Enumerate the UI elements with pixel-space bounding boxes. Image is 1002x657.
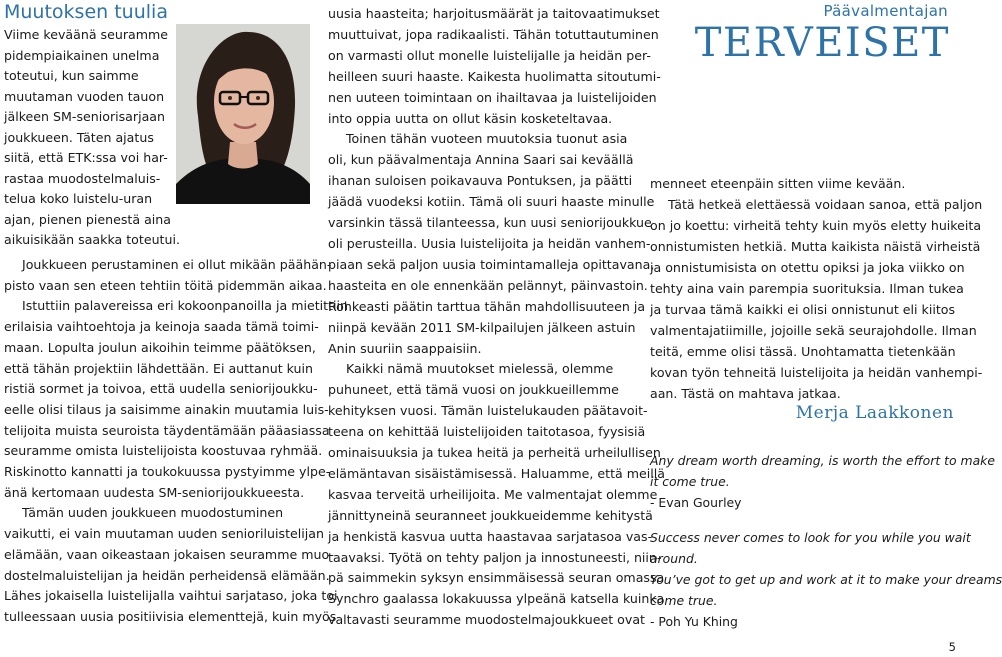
body-line: tehty aina vain parempia suorituksia. Ilman tukea bbox=[650, 281, 964, 296]
article-body-col3 bbox=[650, 173, 983, 404]
article-title: Muutoksen tuulia bbox=[4, 1, 168, 23]
intro-line: Viime keväänä seuramme bbox=[4, 27, 169, 42]
body-line: heilleen suuri haaste. Kaikesta huolimatta sitoutumi- bbox=[328, 68, 661, 84]
body-line: Rohkeasti päätin tarttua tähän mahdollisuuteen ja bbox=[328, 298, 646, 314]
body-line: nen uuteen toimintaan on ihailtavaa ja luistelijoiden bbox=[328, 89, 657, 105]
body-line: tulleessaan uusia positiivisia elementtejä, kuin myös bbox=[4, 608, 337, 624]
quote-line: come true. bbox=[650, 593, 718, 608]
page-number: 5 bbox=[948, 640, 956, 654]
body-line: pä saimmekin syksyn ensimmäisessä seuran omassa bbox=[328, 570, 665, 586]
author-signature: Merja Laakkonen bbox=[795, 403, 954, 423]
quote-line: it come true. bbox=[650, 474, 730, 489]
body-line: on jo koettu: virheitä tehty kuin myös eletty huikeita bbox=[650, 218, 982, 233]
body-line: kovan työn tehneitä luistelijoita ja heidän vanhempi- bbox=[650, 365, 983, 380]
body-line: telijoita muista seuroista täydentämään pääasiassa bbox=[4, 422, 330, 438]
body-line: Toinen tähän vuoteen muutoksia tuonut asia bbox=[346, 131, 628, 147]
body-line: Istuttiin palavereissa eri kokoonpanoilla ja mietittiin bbox=[22, 298, 349, 314]
body-line: niinpä kevään 2011 SM-kilpailujen jälkeen astuin bbox=[328, 319, 636, 335]
intro-line: jälkeen SM-seniorisarjaan bbox=[4, 109, 165, 124]
body-line: änä kertomaan uudesta SM-seniorijoukkueesta. bbox=[4, 484, 305, 500]
intro-line: ajan, pienen pienestä aina bbox=[4, 211, 171, 227]
body-line: Tätä hetkeä elettäessä voidaan sanoa, että paljon bbox=[668, 197, 983, 212]
body-line: puhuneet, että tämä vuosi on joukkueillemme bbox=[328, 382, 619, 398]
intro-line: siitä, että ETK:ssa voi har- bbox=[4, 150, 168, 165]
body-line: Riskinotto kannatti ja toukokuussa pystyimme ylpe- bbox=[4, 464, 331, 480]
portrait-image bbox=[176, 24, 310, 204]
intro-line: pidempiaikainen unelma bbox=[4, 47, 160, 63]
body-line: ominaisuuksia ja tukea heitä ja perheitä urheilullisen bbox=[328, 445, 661, 461]
body-line: uusia haasteita; harjoitusmäärät ja taitovaatimukset bbox=[328, 6, 660, 21]
body-line: seuramme omista luistelijoista koostuvaa ryhmää. bbox=[4, 443, 323, 459]
body-line: elämäntavan sisäistämisessä. Haluamme, että meillä bbox=[328, 465, 665, 481]
body-line: ja onnistumisista on otettu opiksi ja joka viikko on bbox=[650, 260, 965, 275]
quote-line: Any dream worth dreaming, is worth the effort to make bbox=[650, 453, 995, 468]
body-line: Anin suuriin saappaisiin. bbox=[328, 340, 482, 356]
body-line: jäädä vuodeksi kotiin. Tämä oli suuri haaste minulle bbox=[328, 194, 655, 210]
body-line: menneet eteenpäin sitten viime kevään. bbox=[650, 176, 906, 191]
body-line: maan. Lopulta joulun aikoihin teimme päätöksen, bbox=[4, 339, 316, 355]
body-line: oli, kun päävalmentaja Annina Saari sai keväällä bbox=[328, 152, 634, 168]
intro-line: toteutui, kun saimme bbox=[4, 68, 139, 83]
body-line: pisto vaan sen eteen tehtiin töitä pidemmän aikaa. bbox=[4, 277, 327, 293]
article-intro bbox=[4, 25, 180, 251]
body-line: ristiä sormet ja toivoa, että uudella seniorijoukku- bbox=[4, 381, 318, 397]
intro-line: rastaa muodostelmaluis- bbox=[4, 170, 161, 186]
body-line: että tähän projektiin lähdettään. Ei auttanut kuin bbox=[4, 360, 314, 376]
intro-line: telua koko luistelu-uran bbox=[4, 191, 153, 206]
body-line: eelle olisi tilaus ja saisimme ainakin muutamia luis- bbox=[4, 401, 329, 417]
quote-line: Success never comes to look for you while you wait bbox=[650, 530, 971, 545]
intro-line: joukkueen. Täten ajatus bbox=[4, 129, 154, 145]
body-line: valtavasti seuramme muodostelmajoukkueet ovat bbox=[328, 612, 645, 628]
body-line: ihanan suloisen poikavauva Pontuksen, ja päätti bbox=[328, 173, 633, 189]
quote-line: around. bbox=[650, 551, 698, 566]
body-line: kehityksen vuosi. Tämän luistelukauden päätavoit- bbox=[328, 403, 648, 419]
body-line: oli perusteilla. Uusia luistelijoita ja heidän vanhem- bbox=[328, 235, 651, 251]
body-line: Synchro gaalassa lokakuussa ylpeänä katsella kuinka bbox=[328, 591, 665, 607]
section-subtitle: Päävalmentajan bbox=[823, 2, 948, 20]
article-body-col1 bbox=[4, 255, 349, 628]
quote-line: You’ve got to get up and work at it to make your dreams bbox=[650, 572, 1002, 587]
quote-author: - Evan Gourley bbox=[650, 495, 742, 510]
body-line: haasteita en ole ennenkään pelännyt, päinvastoin. bbox=[328, 277, 648, 293]
body-line: ja turvaa tämä kaikki ei olisi onnistunut eli kiitos bbox=[650, 302, 956, 317]
body-line: dostelmaluistelijan ja heidän perheidensä elämään. bbox=[4, 567, 330, 583]
body-line: onnistumisten hetkiä. Mutta kaikista näistä virheistä bbox=[650, 239, 981, 254]
quote-spacer bbox=[650, 513, 950, 527]
body-line: taavaksi. Työtä on tehty paljon ja innostuneesti, niin- bbox=[328, 549, 662, 565]
intro-line: aikuisikään saakka toteutui. bbox=[4, 232, 180, 247]
body-line: Tämän uuden joukkueen muodostuminen bbox=[22, 505, 284, 521]
body-line: on varmasti ollut monelle luistelijalle ja heidän per- bbox=[328, 47, 651, 63]
body-line: aan. Tästä on mahtava jatkaa. bbox=[650, 386, 841, 401]
body-line: teena on kehittää luistelijoiden taitotasoa, fyysisiä bbox=[328, 424, 646, 440]
body-line: piaan sekä paljon uusia toimintamalleja opittavana, bbox=[328, 256, 655, 272]
body-line: Kaikki nämä muutokset mielessä, olemme bbox=[346, 361, 614, 377]
body-line: into oppia uutta on ollut käsin kosketeltavaa. bbox=[328, 110, 613, 126]
body-line: ja henkistä kasvua uutta haastavaa sarjatasoa vas- bbox=[328, 528, 653, 544]
intro-line: muutaman vuoden tauon bbox=[4, 88, 165, 104]
body-line: elämään, vaan oikeastaan jokaisen seuramme muo- bbox=[4, 546, 334, 562]
body-line: teitä, emme olisi tässä. Unohtamatta tietenkään bbox=[650, 344, 956, 359]
quotes-block bbox=[650, 450, 1002, 632]
body-line: valmentajatiimille, jojoille sekä seurajohdolle. Ilman bbox=[650, 323, 977, 338]
section-title: TERVEISET bbox=[694, 20, 950, 66]
author-photo bbox=[176, 24, 310, 204]
body-line: Joukkueen perustaminen ei ollut mikään päähän- bbox=[22, 257, 332, 272]
article-body-col2 bbox=[328, 4, 665, 631]
quote-author: - Poh Yu Khing bbox=[650, 614, 738, 629]
body-line: Lähes jokaisella luistelijalla vaihtui sarjataso, joka toi bbox=[4, 588, 338, 604]
body-line: erilaisia vaihtoehtoja ja keinoja saada tämä toimi- bbox=[4, 319, 319, 335]
body-line: vaikutti, ei vain muutaman uuden senioriluistelijan bbox=[4, 526, 324, 542]
body-line: varsinkin tässä tilanteessa, kun uusi seniorijoukkue bbox=[328, 215, 652, 231]
body-line: muuttuivat, jopa radikaalisti. Tähän totuttautuminen bbox=[328, 26, 659, 42]
body-line: jännittyneinä seuranneet joukkueidemme kehitystä bbox=[328, 507, 653, 523]
body-line: kasvaa terveitä urheilijoita. Me valmentajat olemme bbox=[328, 486, 658, 502]
